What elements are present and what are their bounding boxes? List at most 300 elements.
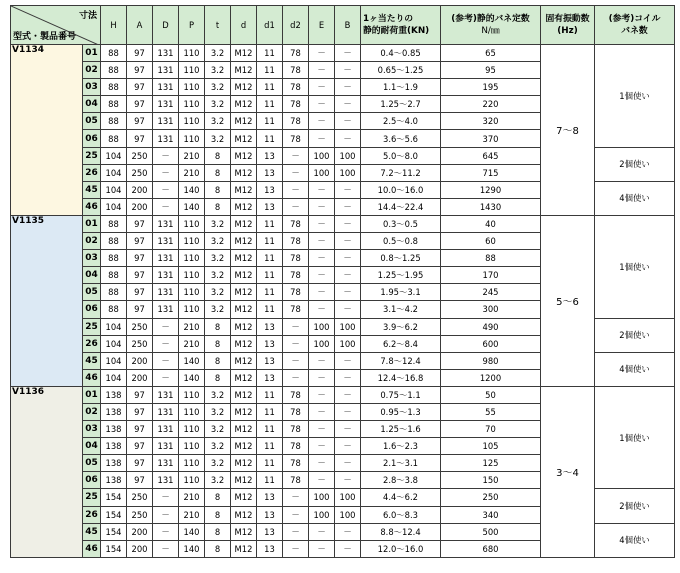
spring-constant-cell: 170 — [441, 267, 541, 284]
dim-cell-E: － — [309, 113, 335, 130]
dim-cell-D: － — [153, 352, 179, 369]
load-cell: 8.8～12.4 — [361, 523, 441, 540]
dim-cell-A: 200 — [127, 198, 153, 215]
model-cell: V1136 — [11, 386, 83, 557]
dim-cell-P: 110 — [179, 45, 205, 62]
dim-cell-t: 8 — [205, 318, 231, 335]
usage-cell: 4個使い — [595, 181, 675, 215]
dim-cell-P: 110 — [179, 96, 205, 113]
dim-cell-B: － — [335, 113, 361, 130]
load-cell: 0.95～1.3 — [361, 403, 441, 420]
dim-cell-d2: 78 — [283, 215, 309, 232]
product-code-cell: 26 — [83, 335, 101, 352]
dim-cell-A: 97 — [127, 386, 153, 403]
dim-cell-H: 154 — [101, 523, 127, 540]
dim-cell-B: － — [335, 438, 361, 455]
load-cell: 6.0～8.3 — [361, 506, 441, 523]
table-row — [11, 45, 675, 62]
dim-cell-t: 3.2 — [205, 403, 231, 420]
spring-constant-cell: 1290 — [441, 181, 541, 198]
dim-cell-D: 131 — [153, 250, 179, 267]
product-code-cell: 45 — [83, 352, 101, 369]
dim-cell-d: M12 — [231, 45, 257, 62]
dim-cell-D: － — [153, 369, 179, 386]
load-cell: 2.5～4.0 — [361, 113, 441, 130]
dim-cell-H: 104 — [101, 318, 127, 335]
dim-cell-E: － — [309, 472, 335, 489]
dim-cell-P: 110 — [179, 130, 205, 147]
dim-cell-B: － — [335, 130, 361, 147]
dim-cell-P: 110 — [179, 215, 205, 232]
dim-cell-d1: 11 — [257, 130, 283, 147]
dim-cell-d: M12 — [231, 421, 257, 438]
dim-cell-H: 104 — [101, 147, 127, 164]
dim-cell-P: 140 — [179, 369, 205, 386]
dim-cell-E: 100 — [309, 489, 335, 506]
dim-cell-d1: 11 — [257, 62, 283, 79]
dim-cell-D: 131 — [153, 96, 179, 113]
dim-cell-A: 97 — [127, 301, 153, 318]
dim-cell-d1: 11 — [257, 250, 283, 267]
dim-cell-P: 110 — [179, 79, 205, 96]
spring-constant-cell: 88 — [441, 250, 541, 267]
dim-cell-D: 131 — [153, 284, 179, 301]
dim-cell-D: 131 — [153, 45, 179, 62]
spring-constant-cell: 680 — [441, 540, 541, 557]
dim-cell-d: M12 — [231, 215, 257, 232]
load-cell: 1.6～2.3 — [361, 438, 441, 455]
dim-cell-d: M12 — [231, 352, 257, 369]
product-code-cell: 25 — [83, 489, 101, 506]
spring-constant-cell: 150 — [441, 472, 541, 489]
product-code-cell: 03 — [83, 421, 101, 438]
dim-cell-A: 250 — [127, 147, 153, 164]
dim-cell-d2: 78 — [283, 301, 309, 318]
model-cell: V1134 — [11, 45, 83, 216]
load-cell: 3.6～5.6 — [361, 130, 441, 147]
dim-cell-d1: 11 — [257, 233, 283, 250]
dim-cell-P: 110 — [179, 113, 205, 130]
col-header-B: B — [335, 6, 361, 45]
load-cell: 0.3～0.5 — [361, 215, 441, 232]
dim-cell-d: M12 — [231, 403, 257, 420]
dim-cell-d: M12 — [231, 335, 257, 352]
dim-cell-E: － — [309, 352, 335, 369]
product-code-cell: 06 — [83, 130, 101, 147]
dim-cell-d1: 11 — [257, 301, 283, 318]
col-header-coil — [595, 6, 675, 45]
dim-cell-B: － — [335, 45, 361, 62]
dim-cell-E: － — [309, 369, 335, 386]
dim-cell-B: － — [335, 181, 361, 198]
usage-cell: 2個使い — [595, 489, 675, 523]
dim-cell-E: － — [309, 96, 335, 113]
dim-cell-d: M12 — [231, 489, 257, 506]
dim-cell-A: 200 — [127, 181, 153, 198]
load-cell: 1.25～2.7 — [361, 96, 441, 113]
product-code-cell: 02 — [83, 62, 101, 79]
dim-cell-d1: 11 — [257, 455, 283, 472]
dim-cell-B: － — [335, 301, 361, 318]
dim-cell-d1: 11 — [257, 421, 283, 438]
dim-cell-d1: 13 — [257, 352, 283, 369]
frequency-cell: 7～8 — [541, 45, 595, 216]
dim-cell-t: 3.2 — [205, 62, 231, 79]
dim-cell-t: 3.2 — [205, 455, 231, 472]
product-code-cell: 45 — [83, 181, 101, 198]
dim-cell-E: － — [309, 267, 335, 284]
dim-cell-d1: 13 — [257, 506, 283, 523]
load-cell: 2.1～3.1 — [361, 455, 441, 472]
dim-cell-H: 154 — [101, 489, 127, 506]
dim-cell-t: 3.2 — [205, 250, 231, 267]
dim-cell-D: － — [153, 540, 179, 557]
dim-cell-D: 131 — [153, 130, 179, 147]
dim-cell-d2: 78 — [283, 130, 309, 147]
dim-cell-P: 110 — [179, 250, 205, 267]
dim-cell-A: 97 — [127, 250, 153, 267]
dim-cell-d1: 13 — [257, 335, 283, 352]
load-cell: 7.8～12.4 — [361, 352, 441, 369]
dim-cell-B: － — [335, 62, 361, 79]
load-cell: 0.8～1.25 — [361, 250, 441, 267]
dim-cell-t: 8 — [205, 352, 231, 369]
col-header-E: E — [309, 6, 335, 45]
dim-cell-H: 104 — [101, 164, 127, 181]
dim-cell-t: 3.2 — [205, 472, 231, 489]
dim-cell-d2: 78 — [283, 233, 309, 250]
usage-cell: 4個使い — [595, 523, 675, 557]
dim-cell-E: － — [309, 130, 335, 147]
dim-cell-d: M12 — [231, 113, 257, 130]
spring-header-line1: (参考)静的バネ定数 — [451, 14, 530, 24]
dim-cell-d1: 11 — [257, 472, 283, 489]
spring-constant-cell: 195 — [441, 79, 541, 96]
dim-cell-t: 3.2 — [205, 113, 231, 130]
dim-cell-d1: 11 — [257, 284, 283, 301]
dim-cell-H: 88 — [101, 301, 127, 318]
dim-cell-P: 110 — [179, 284, 205, 301]
coil-header-line2: バネ数 — [621, 26, 648, 36]
dim-cell-d: M12 — [231, 369, 257, 386]
dim-cell-A: 97 — [127, 421, 153, 438]
dim-cell-D: － — [153, 523, 179, 540]
dim-cell-d: M12 — [231, 250, 257, 267]
spring-constant-cell: 105 — [441, 438, 541, 455]
dim-cell-E: － — [309, 386, 335, 403]
dim-cell-A: 250 — [127, 335, 153, 352]
dim-cell-d: M12 — [231, 301, 257, 318]
dim-cell-A: 97 — [127, 455, 153, 472]
dim-cell-d1: 13 — [257, 318, 283, 335]
dim-cell-t: 3.2 — [205, 267, 231, 284]
dim-cell-B: 100 — [335, 506, 361, 523]
spring-constant-cell: 65 — [441, 45, 541, 62]
spring-constant-cell: 500 — [441, 523, 541, 540]
dim-cell-H: 104 — [101, 181, 127, 198]
spring-constant-cell: 125 — [441, 455, 541, 472]
dim-cell-t: 8 — [205, 164, 231, 181]
product-code-cell: 03 — [83, 250, 101, 267]
load-cell: 10.0～16.0 — [361, 181, 441, 198]
dim-cell-d2: 78 — [283, 455, 309, 472]
dim-cell-d2: － — [283, 369, 309, 386]
dim-cell-d1: 11 — [257, 267, 283, 284]
usage-cell: 1個使い — [595, 386, 675, 489]
dim-cell-d1: 11 — [257, 96, 283, 113]
dim-cell-t: 8 — [205, 181, 231, 198]
spring-constant-cell: 70 — [441, 421, 541, 438]
dim-cell-A: 97 — [127, 96, 153, 113]
dim-cell-A: 97 — [127, 215, 153, 232]
dim-cell-d2: 78 — [283, 96, 309, 113]
dim-cell-D: 131 — [153, 113, 179, 130]
dim-cell-d2: 78 — [283, 421, 309, 438]
dim-cell-B: － — [335, 403, 361, 420]
usage-cell: 2個使い — [595, 147, 675, 181]
spring-constant-cell: 220 — [441, 96, 541, 113]
dim-cell-H: 138 — [101, 455, 127, 472]
dim-cell-d2: － — [283, 523, 309, 540]
spec-table — [10, 5, 675, 558]
dim-cell-B: － — [335, 250, 361, 267]
usage-cell: 4個使い — [595, 352, 675, 386]
dim-cell-B: － — [335, 267, 361, 284]
load-cell: 0.5～0.8 — [361, 233, 441, 250]
dim-cell-d1: 11 — [257, 79, 283, 96]
col-header-d1: d1 — [257, 6, 283, 45]
dim-cell-d1: 11 — [257, 113, 283, 130]
dim-cell-E: 100 — [309, 147, 335, 164]
dim-cell-B: － — [335, 386, 361, 403]
dim-cell-d: M12 — [231, 233, 257, 250]
spring-constant-cell: 95 — [441, 62, 541, 79]
dim-cell-P: 140 — [179, 540, 205, 557]
dim-cell-H: 88 — [101, 79, 127, 96]
dim-cell-A: 250 — [127, 318, 153, 335]
dim-cell-d2: 78 — [283, 386, 309, 403]
dim-cell-B: － — [335, 215, 361, 232]
freq-header-line1: 固有振動数 — [545, 14, 590, 24]
dim-cell-d2: 78 — [283, 438, 309, 455]
coil-header-line1: (参考)コイル — [608, 14, 661, 24]
dim-cell-D: － — [153, 489, 179, 506]
model-cell: V1135 — [11, 215, 83, 386]
usage-cell: 1個使い — [595, 215, 675, 318]
dim-cell-t: 8 — [205, 369, 231, 386]
dim-cell-B: － — [335, 352, 361, 369]
dim-cell-d: M12 — [231, 267, 257, 284]
dim-cell-D: 131 — [153, 455, 179, 472]
dim-cell-D: 131 — [153, 403, 179, 420]
spring-constant-cell: 55 — [441, 403, 541, 420]
spring-constant-cell: 60 — [441, 233, 541, 250]
dim-cell-H: 138 — [101, 472, 127, 489]
dim-cell-H: 104 — [101, 198, 127, 215]
dim-cell-d2: 78 — [283, 62, 309, 79]
dim-cell-d1: 13 — [257, 489, 283, 506]
dim-cell-E: 100 — [309, 164, 335, 181]
dim-cell-P: 210 — [179, 506, 205, 523]
dim-cell-t: 8 — [205, 198, 231, 215]
dim-cell-H: 138 — [101, 421, 127, 438]
dim-cell-d2: － — [283, 540, 309, 557]
dim-cell-d2: － — [283, 318, 309, 335]
usage-cell: 1個使い — [595, 45, 675, 148]
dim-cell-E: － — [309, 79, 335, 96]
dim-cell-E: － — [309, 438, 335, 455]
dim-cell-B: － — [335, 421, 361, 438]
dim-cell-A: 200 — [127, 523, 153, 540]
dim-cell-t: 3.2 — [205, 386, 231, 403]
dim-cell-E: － — [309, 455, 335, 472]
table-row — [11, 386, 675, 403]
header-row — [11, 6, 675, 45]
dim-cell-D: 131 — [153, 267, 179, 284]
table-row — [11, 215, 675, 232]
dim-cell-B: － — [335, 96, 361, 113]
load-cell: 1.25～1.95 — [361, 267, 441, 284]
dim-cell-B: 100 — [335, 489, 361, 506]
dim-cell-E: － — [309, 233, 335, 250]
dim-cell-t: 3.2 — [205, 96, 231, 113]
dim-cell-P: 140 — [179, 352, 205, 369]
dim-cell-H: 104 — [101, 369, 127, 386]
spring-constant-cell: 980 — [441, 352, 541, 369]
load-cell: 1.1～1.9 — [361, 79, 441, 96]
spring-constant-cell: 245 — [441, 284, 541, 301]
product-code-cell: 04 — [83, 267, 101, 284]
dim-cell-d: M12 — [231, 181, 257, 198]
dim-cell-t: 3.2 — [205, 421, 231, 438]
col-header-d2: d2 — [283, 6, 309, 45]
product-code-cell: 01 — [83, 215, 101, 232]
dim-cell-d2: 78 — [283, 250, 309, 267]
dim-cell-B: 100 — [335, 318, 361, 335]
dim-cell-D: 131 — [153, 301, 179, 318]
freq-header-line2: (Hz) — [557, 26, 578, 36]
dim-cell-E: － — [309, 45, 335, 62]
dim-cell-d: M12 — [231, 438, 257, 455]
product-code-cell: 06 — [83, 472, 101, 489]
dim-cell-d2: 78 — [283, 267, 309, 284]
dim-cell-D: 131 — [153, 79, 179, 96]
dim-cell-P: 110 — [179, 472, 205, 489]
dim-cell-P: 210 — [179, 335, 205, 352]
product-code-cell: 05 — [83, 113, 101, 130]
dim-cell-d2: 78 — [283, 113, 309, 130]
spec-table-body — [11, 45, 675, 558]
dim-cell-d: M12 — [231, 130, 257, 147]
col-header-t: t — [205, 6, 231, 45]
dim-cell-B: － — [335, 455, 361, 472]
dim-cell-H: 88 — [101, 130, 127, 147]
product-code-cell: 05 — [83, 455, 101, 472]
spring-constant-cell: 715 — [441, 164, 541, 181]
col-header-spring — [441, 6, 541, 45]
dim-cell-t: 3.2 — [205, 215, 231, 232]
spring-constant-cell: 300 — [441, 301, 541, 318]
dim-cell-D: 131 — [153, 215, 179, 232]
dim-cell-H: 88 — [101, 267, 127, 284]
dim-cell-d: M12 — [231, 147, 257, 164]
dim-cell-B: － — [335, 369, 361, 386]
spring-constant-cell: 490 — [441, 318, 541, 335]
load-cell: 12.4～16.8 — [361, 369, 441, 386]
dim-cell-A: 250 — [127, 506, 153, 523]
dim-cell-P: 110 — [179, 438, 205, 455]
dim-cell-d1: 11 — [257, 215, 283, 232]
dim-cell-P: 210 — [179, 164, 205, 181]
dim-cell-D: － — [153, 147, 179, 164]
dim-cell-A: 97 — [127, 130, 153, 147]
dim-cell-B: － — [335, 284, 361, 301]
dim-cell-d: M12 — [231, 79, 257, 96]
dim-cell-P: 110 — [179, 455, 205, 472]
dim-cell-E: 100 — [309, 335, 335, 352]
dim-cell-D: 131 — [153, 472, 179, 489]
dim-cell-A: 97 — [127, 233, 153, 250]
dim-cell-t: 8 — [205, 147, 231, 164]
load-cell: 2.8～3.8 — [361, 472, 441, 489]
product-code-cell: 46 — [83, 198, 101, 215]
frequency-cell: 3～4 — [541, 386, 595, 557]
dim-cell-P: 110 — [179, 421, 205, 438]
dim-cell-d: M12 — [231, 96, 257, 113]
dim-cell-d1: 13 — [257, 540, 283, 557]
dim-cell-A: 97 — [127, 45, 153, 62]
dim-cell-D: － — [153, 198, 179, 215]
dim-cell-P: 110 — [179, 301, 205, 318]
dim-cell-E: － — [309, 403, 335, 420]
dim-cell-d1: 11 — [257, 386, 283, 403]
load-cell: 0.75～1.1 — [361, 386, 441, 403]
dim-cell-A: 200 — [127, 540, 153, 557]
dim-cell-E: － — [309, 540, 335, 557]
load-cell: 12.0～16.0 — [361, 540, 441, 557]
spring-constant-cell: 645 — [441, 147, 541, 164]
dim-cell-P: 110 — [179, 403, 205, 420]
dim-cell-A: 97 — [127, 113, 153, 130]
dim-cell-d: M12 — [231, 455, 257, 472]
dim-cell-B: － — [335, 472, 361, 489]
dim-cell-P: 210 — [179, 147, 205, 164]
dim-cell-E: － — [309, 284, 335, 301]
dim-cell-d1: 11 — [257, 45, 283, 62]
dim-cell-A: 250 — [127, 489, 153, 506]
dim-cell-P: 110 — [179, 267, 205, 284]
dim-cell-t: 8 — [205, 540, 231, 557]
dim-cell-E: － — [309, 421, 335, 438]
spring-constant-cell: 40 — [441, 215, 541, 232]
spring-constant-cell: 340 — [441, 506, 541, 523]
spring-constant-cell: 50 — [441, 386, 541, 403]
dim-cell-E: － — [309, 62, 335, 79]
dim-cell-E: － — [309, 181, 335, 198]
load-cell: 14.4～22.4 — [361, 198, 441, 215]
load-cell: 0.65～1.25 — [361, 62, 441, 79]
dim-cell-d2: － — [283, 198, 309, 215]
dim-cell-E: － — [309, 523, 335, 540]
dim-cell-t: 8 — [205, 335, 231, 352]
dim-cell-t: 8 — [205, 523, 231, 540]
dim-cell-D: － — [153, 335, 179, 352]
product-code-cell: 25 — [83, 318, 101, 335]
col-header-d: d — [231, 6, 257, 45]
dim-cell-A: 97 — [127, 62, 153, 79]
product-code-cell: 26 — [83, 164, 101, 181]
product-code-cell: 02 — [83, 233, 101, 250]
